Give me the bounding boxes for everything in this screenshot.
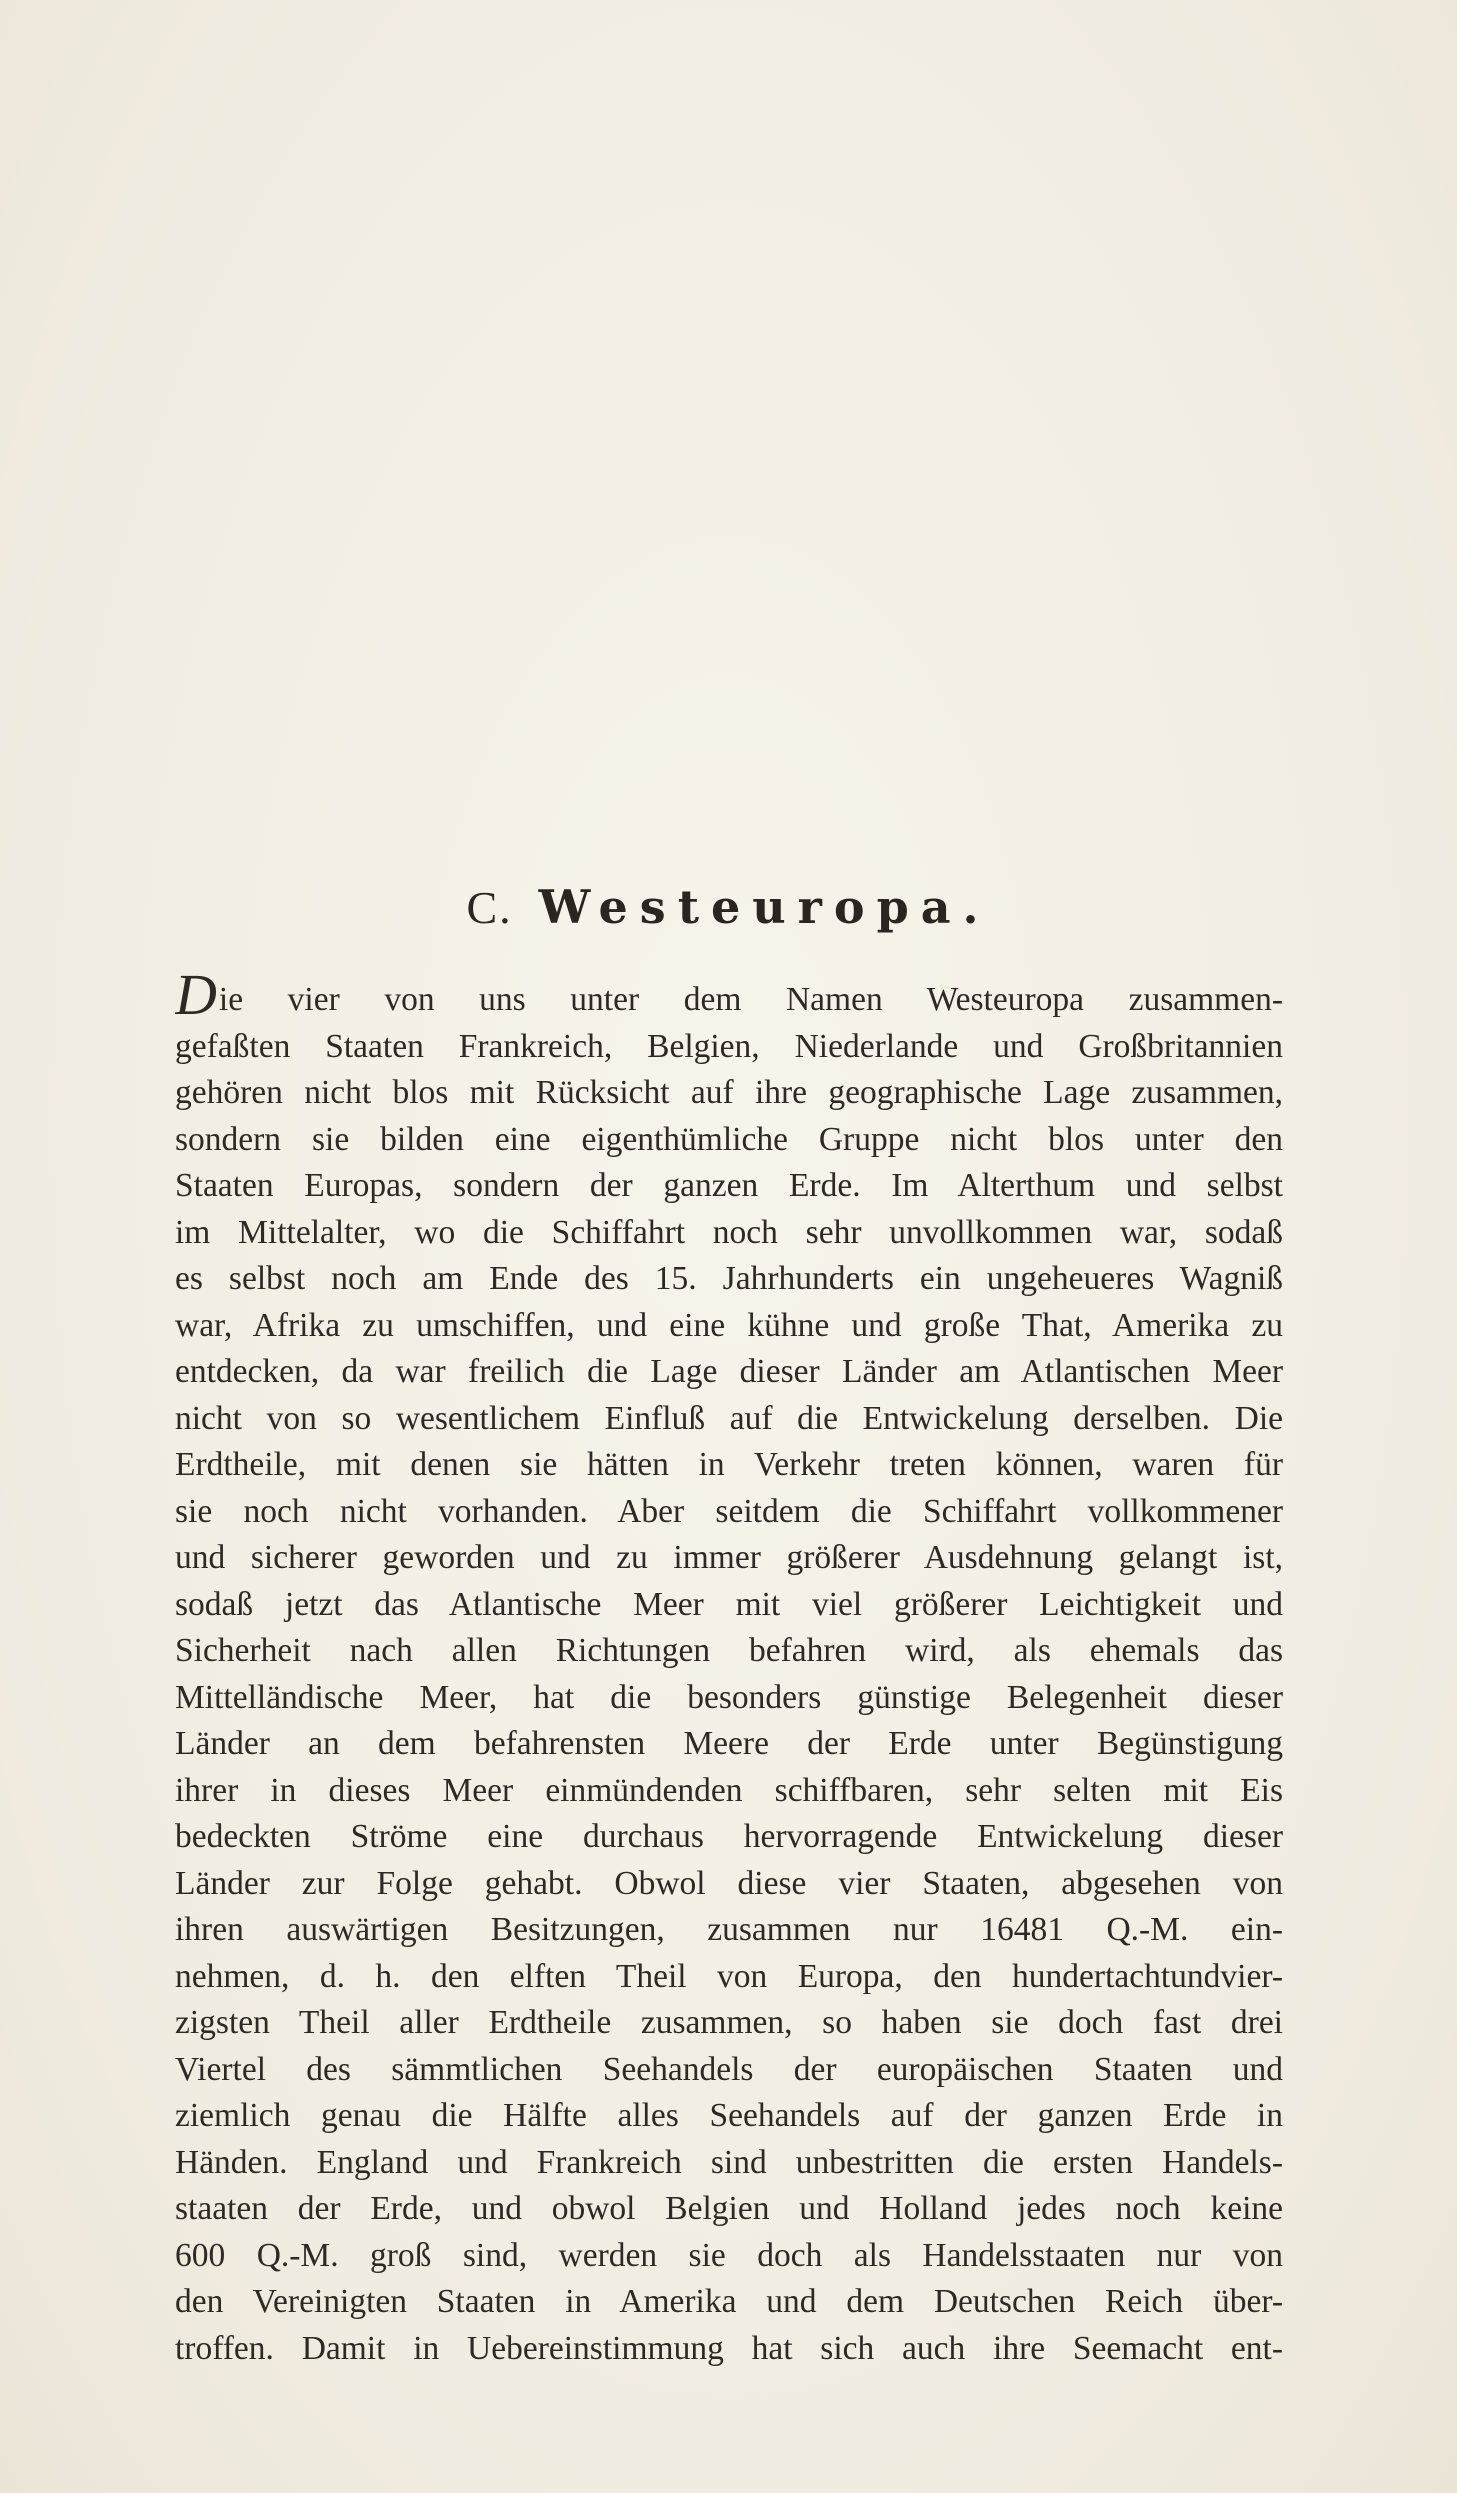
text-line: sondern sie bilden eine eigenthümliche Gruppe nicht blos unter den: [175, 1120, 1283, 1158]
text-line: war, Afrika zu umschiffen, und eine kühne und große That, Amerika zu: [175, 1306, 1283, 1344]
text-line: Mittelländische Meer, hat die besonders günstige Belegenheit dieser: [175, 1678, 1283, 1716]
text-line: nicht von so wesentlichem Einfluß auf die Entwickelung derselben. Die: [175, 1399, 1283, 1437]
text-line: Viertel des sämmtlichen Seehandels der europäischen Staaten und: [175, 2050, 1283, 2088]
text-line: Sicherheit nach allen Richtungen befahren wird, als ehemals das: [175, 1632, 1283, 1669]
text-line: gehören nicht blos mit Rücksicht auf ihre geographische Lage zusammen,: [175, 1074, 1283, 1111]
text-line: Erdtheile, mit denen sie hätten in Verkehr treten können, waren für: [175, 1446, 1283, 1483]
text-line: troffen. Damit in Uebereinstimmung hat sich auch ihre Seemacht ent-: [175, 2329, 1283, 2367]
text-line: Die vier von uns unter dem Namen Westeuropa zusammen-: [175, 975, 1283, 1024]
drop-cap: D: [175, 975, 217, 1024]
text-line: entdecken, da war freilich die Lage dieser Länder am Atlantischen Meer: [175, 1353, 1283, 1390]
text-line: staaten der Erde, und obwol Belgien und Holland jedes noch keine: [175, 2190, 1283, 2227]
text-line: im Mittelalter, wo die Schiffahrt noch sehr unvollkommen war, sodaß: [175, 1213, 1283, 1251]
section-heading: [0, 880, 1457, 934]
text-line: Staaten Europas, sondern der ganzen Erde. Im Alterthum und selbst: [175, 1167, 1283, 1204]
text-line: Händen. England und Frankreich sind unbestritten die ersten Handels-: [175, 2143, 1283, 2181]
text-line: ihren auswärtigen Besitzungen, zusammen nur 16481 Q.-M. ein-: [175, 1911, 1283, 1948]
text-line: gefaßten Staaten Frankreich, Belgien, Niederlande und Großbritannien: [175, 1027, 1283, 1065]
body-paragraph: [175, 975, 1283, 2372]
section-title: Westeuropa.: [538, 880, 991, 934]
text-line: nehmen, d. h. den elften Theil von Europa, den hundertachtundvier-: [175, 1957, 1283, 1995]
text-line: 600 Q.-M. groß sind, werden sie doch als Handelsstaaten nur von: [175, 2236, 1283, 2274]
text-line: es selbst noch am Ende des 15. Jahrhunderts ein ungeheueres Wagniß: [175, 1260, 1283, 1297]
text-line: ihrer in dieses Meer einmündenden schiffbaren, sehr selten mit Eis: [175, 1771, 1283, 1809]
text-line: Länder an dem befahrensten Meere der Erde unter Begünstigung: [175, 1725, 1283, 1762]
text-line: bedeckten Ströme eine durchaus hervorragende Entwickelung dieser: [175, 1818, 1283, 1855]
text-line: und sicherer geworden und zu immer größerer Ausdehnung gelangt ist,: [175, 1539, 1283, 1576]
text-line: Länder zur Folge gehabt. Obwol diese vier Staaten, abgesehen von: [175, 1864, 1283, 1902]
text-line: den Vereinigten Staaten in Amerika und dem Deutschen Reich über-: [175, 2283, 1283, 2320]
text-line: zigsten Theil aller Erdtheile zusammen, so haben sie doch fast drei: [175, 2004, 1283, 2041]
section-letter: C.: [466, 882, 513, 933]
text-line: sodaß jetzt das Atlantische Meer mit viel größerer Leichtigkeit und: [175, 1585, 1283, 1623]
text-line: ziemlich genau die Hälfte alles Seehandels auf der ganzen Erde in: [175, 2097, 1283, 2134]
text-line: sie noch nicht vorhanden. Aber seitdem die Schiffahrt vollkommener: [175, 1492, 1283, 1530]
